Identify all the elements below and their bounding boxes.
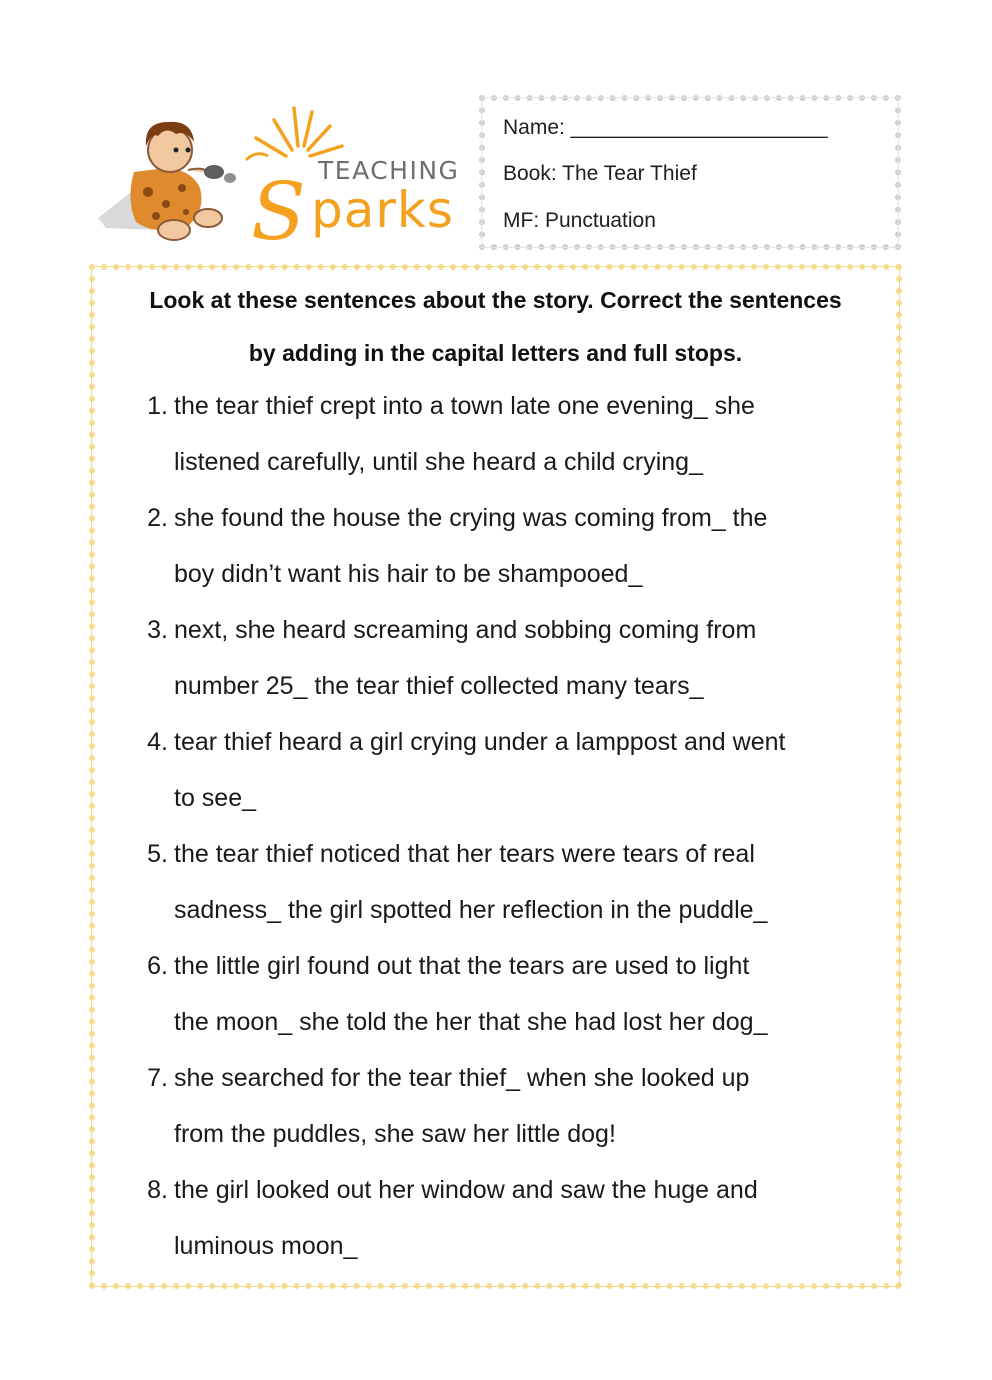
item-number: 4. [147,728,168,756]
sentence-line: the girl looked out her window and saw the huge and [174,1176,758,1204]
book-title: Book: The Tear Thief [503,162,697,185]
logo-teaching-text: TEACHING [318,156,460,185]
item-number: 2. [147,504,168,532]
worksheet-box [89,264,902,1289]
sentence-line: tear thief heard a girl crying under a lamppost and went [174,728,786,756]
sentence-line: boy didn’t want his hair to be shampooed_ [174,560,643,588]
instructions-line-1: Look at these sentences about the story. Correct the sentences [149,287,842,313]
teaching-sparks-logo [96,100,468,258]
sentence-line: number 25_ the tear thief collected many tears_ [174,672,704,700]
item-number: 3. [147,616,168,644]
sentence-line: she found the house the crying was coming from_ the [174,504,768,532]
sentence-line: listened carefully, until she heard a child crying_ [174,448,703,476]
spark-rays-icon [256,108,342,156]
item-number: 5. [147,840,168,868]
sentence-line: the tear thief noticed that her tears were tears of real [174,840,755,868]
item-number: 1. [147,392,168,420]
instructions-line-2: by adding in the capital letters and full stops. [248,340,743,366]
logo-sparks-initial: S [251,165,306,258]
sentence-line: she searched for the tear thief_ when she looked up [174,1064,750,1092]
sentence-line: the tear thief crept into a town late one evening_ she [174,392,755,420]
sentence-line: sadness_ the girl spotted her reflection in the puddle_ [174,896,768,924]
student-info-box [479,95,901,250]
logo-sparks-text: parks [311,181,454,239]
name-field[interactable]: Name: ______________________ [503,116,828,139]
item-number: 8. [147,1176,168,1204]
sentence-line: from the puddles, she saw her little dog! [174,1120,616,1148]
sentence-line: the little girl found out that the tears are used to light [174,952,750,980]
sentence-line: luminous moon_ [174,1232,358,1260]
focus-label: MF: Punctuation [503,209,656,232]
sentence-line: to see_ [174,784,257,812]
item-number: 6. [147,952,168,980]
item-number: 7. [147,1064,168,1092]
sentence-line: the moon_ she told the her that she had lost her dog_ [174,1008,768,1036]
sentence-line: next, she heard screaming and sobbing coming from [174,616,757,644]
